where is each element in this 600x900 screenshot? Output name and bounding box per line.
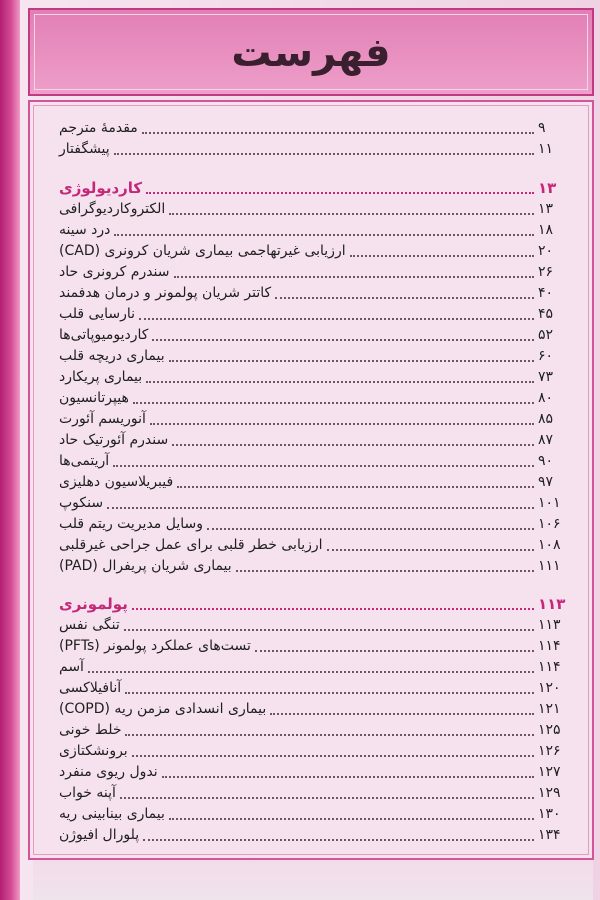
toc-entry-page: ۸۵ [538,411,554,427]
toc-entry-page: ۴۵ [538,306,554,322]
section-heading-cardiology [55,178,570,199]
dot-leader [142,132,534,134]
toc-entry-title: خلط خونی [59,722,122,738]
toc-entry-page: ۹۰ [538,453,554,469]
dot-leader [114,153,534,155]
toc-entry-title: مقدمهٔ مترجم [59,120,138,136]
toc-entry-page: ۱۲۱ [538,701,561,717]
toc-entry [55,409,570,430]
dot-leader [133,402,534,404]
toc-entry-title: بیماری انسدادی مزمن ریه (COPD) [59,701,267,717]
toc-entry-page: ۶۰ [538,348,554,364]
toc-entry-page: ۵۲ [538,327,554,343]
dot-leader [113,465,534,467]
toc-entry-title: آسم [59,659,84,675]
toc-entry-page: ۱۱۱ [538,558,561,574]
dot-leader [114,234,534,236]
dot-leader [169,360,534,362]
toc-entry-page: ۱۰۶ [538,516,561,532]
toc-entry-title: وسایل مدیریت ریتم قلب [59,516,203,532]
toc-entry-page: ۲۶ [538,264,554,280]
section-heading-title: کاردیولوژی [59,179,143,197]
toc-entry [55,388,570,409]
toc-entry [55,283,570,304]
section-heading-pulmonary [55,594,570,615]
dot-leader [174,276,534,278]
toc-entry-page: ۱۱۴ [538,638,561,654]
dot-leader [120,797,534,799]
dot-leader [146,381,534,383]
dot-leader [143,839,534,841]
toc-entry [55,615,570,636]
dot-leader [124,629,534,631]
toc-entry-title: بیماری شریان پریفرال (PAD) [59,558,232,574]
toc-entry-title: کاتتر شریان پولمونر و درمان هدفمند [59,285,272,301]
toc-entry-page: ۹ [538,120,546,136]
dot-leader [107,507,534,509]
toc-entry-title: برونشکتازی [59,743,128,759]
dot-leader [275,297,534,299]
toc-entry-page: ۷۳ [538,369,554,385]
toc-entry-page: ۱۲۶ [538,743,561,759]
dot-leader [169,818,534,820]
toc-entry-title: آریتمی‌ها [59,453,110,469]
toc-entry [55,636,570,657]
toc-entry [55,139,570,160]
toc-entry-title: فیبریلاسیون دهلیزی [59,474,174,490]
dot-leader [162,776,534,778]
toc-entry-title: بیماری دریچه قلب [59,348,165,364]
dot-leader [327,549,534,551]
toc-entry-title: نارسایی قلب [59,306,136,322]
toc-entry-title: ارزیابی غیرتهاجمی بیماری شریان کرونری (CAD) [59,243,346,259]
toc-entry-page: ۱۳۰ [538,806,561,822]
dot-leader [150,423,534,425]
toc-entry [55,118,570,139]
toc-entry [55,699,570,720]
toc-entry-page: ۱۳ [538,201,554,217]
toc-entry-page: ۱۰۱ [538,495,561,511]
toc-entry [55,720,570,741]
toc-entry-title: الکتروکاردیوگرافی [59,201,166,217]
title-banner [28,8,594,96]
toc-entry-page: ۱۰۸ [538,537,561,553]
toc-entry [55,304,570,325]
toc-entry [55,220,570,241]
dot-leader [255,650,534,652]
dot-leader [172,444,534,446]
toc-entry-page: ۱۱۴ [538,659,561,675]
toc-entry [55,678,570,699]
toc-entry [55,367,570,388]
toc-entry-title: درد سینه [59,222,111,238]
toc-entry-title: بیماری پریکارد [59,369,143,385]
dot-leader [152,339,534,341]
toc-entry-title: ندول ریوی منفرد [59,764,158,780]
toc-entry-page: ۱۸ [538,222,554,238]
toc-entry [55,825,570,846]
toc-entry-title: هیپرتانسیون [59,390,129,406]
dot-leader [207,528,534,530]
toc-entry-title: آنوریسم آئورت [59,411,146,427]
toc-entry-page: ۲۰ [538,243,554,259]
toc-entry [55,262,570,283]
toc-entry [55,451,570,472]
toc-entry [55,804,570,825]
toc-entry-title: تست‌های عملکرد پولمونر (PFTs) [59,638,251,654]
toc-entry [55,199,570,220]
toc-entry [55,472,570,493]
dot-leader [125,734,534,736]
dot-leader [132,608,534,610]
toc-entry [55,783,570,804]
toc-entry-page: ۱۲۰ [538,680,561,696]
toc-entry-title: تنگی نفس [59,617,120,633]
toc-entry [55,741,570,762]
toc-entry [55,762,570,783]
toc-entry-page: ۱۱ [538,141,554,157]
toc-entry-title: بیماری بینابینی ریه [59,806,165,822]
toc-entry [55,325,570,346]
toc-entry-page: ۱۱۳ [538,617,561,633]
book-spine [0,0,20,900]
toc-entry-title: آپنه خواب [59,785,116,801]
toc-entry-title: سنکوپ [59,495,104,511]
dot-leader [236,570,534,572]
page-title: فهرست [231,30,391,76]
toc-entry-page: ۱۲۹ [538,785,561,801]
toc-entry-title: سندرم آئورتیک حاد [59,432,169,448]
toc-entry-page: ۹۷ [538,474,554,490]
dot-leader [350,255,534,257]
toc-entry [55,493,570,514]
toc-entry-title: ارزیابی خطر قلبی برای عمل جراحی غیرقلبی [59,537,323,553]
toc-entry [55,657,570,678]
section-heading-page: ۱۳ [538,179,557,197]
toc-entry-page: ۸۰ [538,390,554,406]
toc-entry [55,241,570,262]
toc-entry [55,556,570,577]
dot-leader [169,213,534,215]
toc-entry-title: پیشگفتار [59,141,110,157]
toc-entry-title: آنافیلاکسی [59,680,122,696]
dot-leader [270,713,534,715]
dot-leader [146,192,534,194]
toc-entry-title: سندرم کرونری حاد [59,264,170,280]
dot-leader [177,486,534,488]
toc-entry [55,346,570,367]
section-heading-title: پولمونری [59,595,128,613]
toc-entry-page: ۸۷ [538,432,554,448]
section-heading-page: ۱۱۳ [538,595,566,613]
dot-leader [139,318,534,320]
toc-entry [55,514,570,535]
dot-leader [125,692,534,694]
dot-leader [132,755,534,757]
toc-entry-page: ۱۳۴ [538,827,561,843]
toc-entry-title: پلورال افیوژن [59,827,140,843]
page-bottom-margin [33,860,593,900]
toc-entry [55,535,570,556]
toc-entry-page: ۱۲۷ [538,764,561,780]
toc-entry-page: ۱۲۵ [538,722,561,738]
toc-entry [55,430,570,451]
toc-entry-title: کاردیومیوپاتی‌ها [59,327,149,343]
dot-leader [88,671,534,673]
toc-entry-page: ۴۰ [538,285,554,301]
